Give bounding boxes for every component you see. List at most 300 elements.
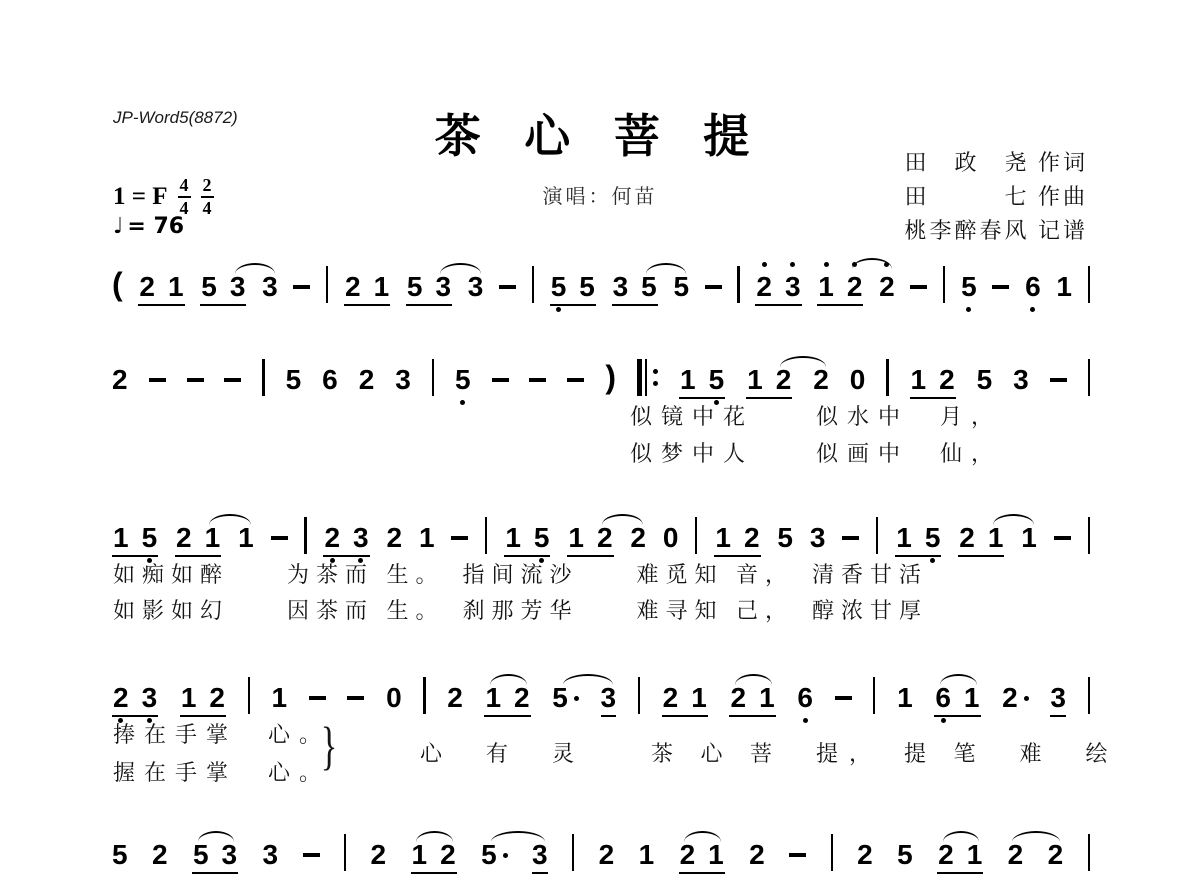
note xyxy=(959,513,975,553)
note xyxy=(286,355,302,395)
octave-dot xyxy=(803,718,808,723)
note-row xyxy=(139,272,155,302)
beam-group xyxy=(550,262,596,306)
note xyxy=(1002,673,1029,713)
barline xyxy=(1088,834,1090,871)
note-digit: 2 xyxy=(447,682,463,713)
duration-dash xyxy=(293,285,310,289)
note-digit: 1 xyxy=(568,522,584,553)
note-row xyxy=(964,683,980,713)
note-digit: 1 xyxy=(505,522,521,553)
note-row xyxy=(673,272,689,302)
octave-dot xyxy=(1030,307,1035,312)
note-row xyxy=(1056,272,1072,302)
note-digit: 2 xyxy=(756,271,772,302)
note-row xyxy=(744,523,760,553)
note xyxy=(613,262,629,302)
note-digit: 5 xyxy=(552,682,568,713)
note-digit: 1 xyxy=(910,364,927,395)
note-row xyxy=(532,840,548,870)
note-row xyxy=(847,272,863,302)
note-row xyxy=(579,272,595,302)
credits-block xyxy=(904,146,1088,248)
lyricist-credit: 田 政 尧 作词 xyxy=(904,150,1088,175)
note xyxy=(961,262,977,302)
note-row xyxy=(747,365,763,395)
duration-dash xyxy=(187,378,204,382)
barline xyxy=(1088,517,1090,554)
note-digit: 2 xyxy=(113,682,129,713)
octave-dot xyxy=(762,262,767,267)
note-digit: 2 xyxy=(514,682,530,713)
duration-dash xyxy=(705,285,722,289)
octave-dot xyxy=(966,307,971,312)
note-digit: 6 xyxy=(322,364,338,395)
duration-dash xyxy=(309,696,326,700)
barline xyxy=(638,677,640,714)
note-digit: 6 xyxy=(797,682,813,713)
note-digit: 1 xyxy=(638,839,655,870)
octave-dot xyxy=(941,718,946,723)
note-row xyxy=(222,840,238,870)
duration-dash xyxy=(347,696,364,700)
beam-group xyxy=(714,513,760,557)
lyrics-verse2-line4: 握在手掌 心。 xyxy=(113,760,331,785)
note xyxy=(818,262,834,302)
note-digit: 2 xyxy=(630,522,646,553)
barline xyxy=(1088,266,1090,303)
barline xyxy=(572,834,574,871)
note-row xyxy=(680,840,696,870)
note-row xyxy=(599,840,615,870)
note xyxy=(551,262,567,302)
note xyxy=(353,513,369,553)
note-digit: 3 xyxy=(141,682,158,713)
note-row xyxy=(322,365,338,395)
note-row xyxy=(818,272,834,302)
note xyxy=(925,513,941,553)
duration-dash xyxy=(271,536,288,540)
duration-dash xyxy=(499,285,516,289)
barline xyxy=(262,359,264,396)
note-digit: 1 xyxy=(966,839,983,870)
note-row xyxy=(749,840,765,870)
time-signature-2: $\frac{2}{4}$ xyxy=(202,175,212,218)
note xyxy=(709,355,725,395)
note-row xyxy=(238,523,254,553)
note-digit: 1 xyxy=(759,682,775,713)
note xyxy=(747,355,763,395)
note-digit: 5 xyxy=(579,271,595,302)
note-digit: 1 xyxy=(896,522,912,553)
lyrics-chorus-line4: 心 有 灵 茶 心 菩 提， 提 笔 难 绘 xyxy=(420,741,1119,766)
note-digit: 2 xyxy=(386,522,403,553)
note-digit: 0 xyxy=(386,682,402,713)
note-digit: 1 xyxy=(411,839,428,870)
octave-dot xyxy=(930,558,935,563)
note-digit: 2 xyxy=(730,682,747,713)
octave-dot-below-slot xyxy=(935,718,951,723)
note-digit: 3 xyxy=(262,271,278,302)
parenthesis: ( xyxy=(112,266,123,302)
note-row xyxy=(601,683,617,713)
barline xyxy=(943,266,945,303)
note-row xyxy=(988,523,1004,553)
note xyxy=(1025,262,1041,302)
note xyxy=(112,355,128,395)
watermark-label: JP-Word5(8872) xyxy=(113,108,238,127)
note-digit: 3 xyxy=(467,271,484,302)
note xyxy=(386,513,402,553)
note-row xyxy=(440,840,456,870)
note-digit: 2 xyxy=(1007,839,1024,870)
octave-dot xyxy=(824,262,829,267)
note-row xyxy=(209,683,225,713)
duration-dash xyxy=(492,378,509,382)
repeat-thick-bar xyxy=(637,359,642,396)
duration-dash xyxy=(789,853,806,857)
note-row xyxy=(797,683,813,713)
note-row xyxy=(230,272,246,302)
note xyxy=(152,830,168,870)
note-row xyxy=(663,523,679,553)
barline xyxy=(831,834,833,871)
note-digit: 2 xyxy=(176,522,192,553)
note-row xyxy=(925,523,941,553)
note-row xyxy=(286,365,302,395)
note-row xyxy=(641,272,657,302)
beam-group xyxy=(910,355,956,399)
duration-dash xyxy=(1054,536,1071,540)
note xyxy=(209,673,225,713)
note-digit: 2 xyxy=(846,271,863,302)
duration-dash xyxy=(149,378,166,382)
note-row xyxy=(412,840,428,870)
octave-dot-below-slot xyxy=(797,718,813,723)
note-digit: 1 xyxy=(987,522,1004,553)
duration-dash xyxy=(842,536,859,540)
repeat-dot xyxy=(653,369,658,374)
duration-dash xyxy=(567,378,584,382)
note-digit: 6 xyxy=(1025,271,1041,302)
duration-dash xyxy=(529,378,546,382)
note xyxy=(1013,355,1029,395)
note-digit: 5 xyxy=(112,839,128,870)
repeat-dots xyxy=(653,369,658,386)
note xyxy=(263,830,279,870)
note-row xyxy=(911,365,927,395)
note-row xyxy=(597,523,613,553)
notation-line-1 xyxy=(112,262,1090,308)
note xyxy=(756,262,772,302)
note-digit: 1 xyxy=(747,364,763,395)
note xyxy=(857,830,873,870)
beam-group xyxy=(679,355,725,399)
note xyxy=(113,513,129,553)
note-digit: 1 xyxy=(418,522,435,553)
barline xyxy=(485,517,487,554)
note-row xyxy=(961,272,977,302)
note-row xyxy=(514,683,530,713)
note-row xyxy=(353,523,369,553)
song-title: 茶 心 菩 提 xyxy=(434,111,766,162)
note xyxy=(680,355,696,395)
note-row xyxy=(324,523,340,553)
note-digit: 2 xyxy=(112,364,128,395)
barline xyxy=(1088,359,1090,396)
note-digit: 2 xyxy=(1002,682,1018,713)
note xyxy=(663,513,679,553)
augmentation-dot xyxy=(503,853,508,858)
duration-dash xyxy=(1050,378,1067,382)
note-digit: 3 xyxy=(395,364,411,395)
note xyxy=(777,513,793,553)
note-digit: 5 xyxy=(406,271,423,302)
note-digit: 5 xyxy=(961,271,977,302)
note xyxy=(386,673,402,713)
note-digit: 3 xyxy=(221,839,238,870)
note xyxy=(977,355,993,395)
note-row xyxy=(730,683,746,713)
note-digit: 2 xyxy=(813,364,829,395)
beam-group xyxy=(112,673,158,717)
notation-line-2 xyxy=(112,355,1090,401)
note-digit: 1 xyxy=(715,522,731,553)
note-digit: 5 xyxy=(924,522,941,553)
note-digit: 1 xyxy=(1021,522,1037,553)
note xyxy=(896,513,912,553)
note xyxy=(534,513,550,553)
note-digit: 5 xyxy=(141,522,158,553)
note-row xyxy=(272,683,288,713)
note-row xyxy=(263,840,279,870)
note-row xyxy=(374,272,390,302)
note-digit: 3 xyxy=(600,682,617,713)
note xyxy=(911,355,927,395)
key-signature xyxy=(113,176,214,218)
note-digit: 2 xyxy=(209,682,225,713)
note xyxy=(850,355,866,395)
note-digit: 1 xyxy=(708,839,724,870)
repeat-sign xyxy=(637,359,658,396)
note-row xyxy=(959,523,975,553)
tempo-marking xyxy=(113,214,184,239)
note-row xyxy=(407,272,423,302)
note-digit: 3 xyxy=(809,522,826,553)
note-row xyxy=(386,523,402,553)
beam-group xyxy=(662,673,708,717)
note xyxy=(568,513,584,553)
note-row xyxy=(777,523,793,553)
note-digit: 2 xyxy=(151,839,168,870)
note-row xyxy=(1008,840,1024,870)
quarter-note-icon: ♩ xyxy=(113,214,124,239)
note-digit: 3 xyxy=(1050,682,1066,713)
verse-brace: } xyxy=(320,716,338,775)
octave-dot-below-slot xyxy=(961,307,977,312)
note-digit: 1 xyxy=(180,682,197,713)
note xyxy=(345,262,361,302)
note-row xyxy=(142,523,158,553)
note-digit: 3 xyxy=(1013,364,1029,395)
note-digit: 1 xyxy=(238,522,254,553)
note-row xyxy=(639,840,655,870)
barline xyxy=(876,517,878,554)
note xyxy=(374,262,390,302)
beam-group xyxy=(112,513,158,557)
note-row xyxy=(897,840,913,870)
lyrics-verse1-line2: 似镜中花 似水中 月， xyxy=(630,404,1003,429)
note-row xyxy=(468,272,484,302)
note-digit: 2 xyxy=(679,839,696,870)
note-digit: 2 xyxy=(857,839,873,870)
note-row xyxy=(395,365,411,395)
note xyxy=(749,830,765,870)
note xyxy=(113,673,129,713)
note-row xyxy=(142,683,158,713)
note-row xyxy=(850,365,866,395)
note-row xyxy=(1025,272,1041,302)
note-row xyxy=(708,840,724,870)
octave-dot-below-slot xyxy=(551,307,567,312)
note xyxy=(897,830,913,870)
note xyxy=(168,262,184,302)
beam-group xyxy=(895,513,941,557)
note xyxy=(272,673,288,713)
note xyxy=(322,355,338,395)
note-digit: 1 xyxy=(373,271,390,302)
note-row xyxy=(756,272,772,302)
note xyxy=(324,513,340,553)
note-row xyxy=(663,683,679,713)
note xyxy=(142,673,158,713)
note-digit: 1 xyxy=(167,271,184,302)
note xyxy=(691,673,707,713)
lyrics-verse1-line3: 如痴如醉 为茶而 生。 指间流沙 难觅知 音， 清香甘活 xyxy=(113,562,929,587)
barline xyxy=(737,266,739,303)
note-digit: 2 xyxy=(358,364,375,395)
barline xyxy=(304,517,306,554)
note-digit: 5 xyxy=(641,271,657,302)
note-row xyxy=(262,272,278,302)
note-row xyxy=(715,523,731,553)
note-row xyxy=(680,365,696,395)
note xyxy=(359,355,375,395)
note xyxy=(455,355,471,395)
note-row xyxy=(1002,683,1029,713)
note-digit: 0 xyxy=(849,364,866,395)
note xyxy=(419,513,435,553)
note-digit: 5 xyxy=(777,522,793,553)
barline xyxy=(326,266,328,303)
note xyxy=(897,673,913,713)
note-digit: 1 xyxy=(680,364,696,395)
lyrics-verse2-line3: 如影如幻 因茶而 生。 刹那芳华 难寻知 己， 醇浓甘厚 xyxy=(113,598,929,623)
note-digit: 5 xyxy=(481,839,497,870)
octave-dot xyxy=(556,307,561,312)
barline xyxy=(423,677,425,714)
note-digit: 2 xyxy=(879,271,895,302)
note-row xyxy=(205,523,221,553)
note-digit: 1 xyxy=(271,682,288,713)
note-row xyxy=(935,683,951,713)
octave-dot-below-slot xyxy=(1025,307,1041,312)
note-digit: 5 xyxy=(533,522,550,553)
barline xyxy=(1088,677,1090,714)
note-row xyxy=(168,272,184,302)
note xyxy=(599,830,615,870)
note-row xyxy=(691,683,707,713)
note-digit: 1 xyxy=(204,522,221,553)
note xyxy=(139,262,155,302)
barline xyxy=(344,834,346,871)
note-row xyxy=(810,523,826,553)
note-row xyxy=(879,272,895,302)
note-row xyxy=(630,523,646,553)
composer-credit: 田 七 作曲 xyxy=(904,184,1088,209)
note-row xyxy=(568,523,584,553)
lyrics-verse2-line2: 似梦中人 似画中 仙， xyxy=(630,441,1003,466)
note-digit: 5 xyxy=(708,364,725,395)
key-label: 1 = F xyxy=(113,182,168,210)
note xyxy=(663,673,679,713)
duration-dash xyxy=(910,285,927,289)
note-digit: 2 xyxy=(596,522,613,553)
note-row xyxy=(113,683,129,713)
beam-group xyxy=(323,513,369,557)
note-row xyxy=(967,840,983,870)
repeat-thin-bar xyxy=(645,359,647,396)
octave-dot xyxy=(790,262,795,267)
note-row xyxy=(896,523,912,553)
note xyxy=(181,673,197,713)
note-row xyxy=(938,840,954,870)
note-digit: 5 xyxy=(550,271,567,302)
singer-label: 演唱：何苗 xyxy=(542,186,658,208)
note-row xyxy=(455,365,471,395)
note-digit: 3 xyxy=(612,271,629,302)
note-row xyxy=(939,365,955,395)
octave-dot xyxy=(460,400,465,405)
duration-dash xyxy=(224,378,241,382)
note-digit: 5 xyxy=(897,839,913,870)
beam-group xyxy=(755,262,801,306)
note-digit: 2 xyxy=(743,522,760,553)
barline xyxy=(886,359,888,396)
note-row xyxy=(345,272,361,302)
note-row xyxy=(977,365,993,395)
note xyxy=(785,262,801,302)
note-row xyxy=(505,523,521,553)
note-digit: 2 xyxy=(662,682,679,713)
note-row xyxy=(485,683,501,713)
note-row xyxy=(481,840,508,870)
note-digit: 1 xyxy=(897,682,913,713)
note-row xyxy=(897,683,913,713)
note-digit: 5 xyxy=(285,364,302,395)
note-digit: 2 xyxy=(345,271,361,302)
note-digit: 2 xyxy=(598,839,615,870)
octave-dot-below-slot xyxy=(455,400,471,405)
note-row xyxy=(371,840,387,870)
note-row xyxy=(112,365,128,395)
note-row xyxy=(552,683,579,713)
note xyxy=(407,262,423,302)
note xyxy=(1056,262,1072,302)
note-row xyxy=(181,683,197,713)
barline xyxy=(248,677,250,714)
note-digit: 3 xyxy=(262,839,279,870)
